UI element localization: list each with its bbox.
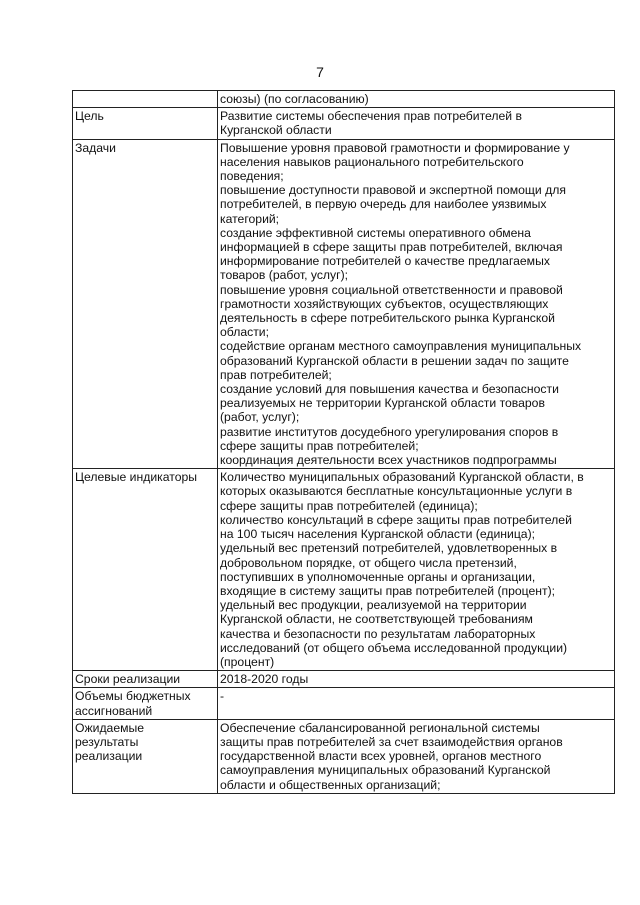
row-label-line: результаты [75, 734, 139, 749]
row-value-cell [218, 91, 615, 108]
row-value-line: самоуправления муниципальных образований Курганской [220, 763, 551, 778]
row-value-line: качества и безопасности по результатам лабораторных [220, 626, 536, 641]
row-value-line: области; [220, 325, 269, 340]
row-value-line: 2018-2020 годы [220, 672, 309, 687]
row-label-line: Ожидаемые [75, 720, 145, 735]
row-label-cell [73, 671, 218, 688]
row-value-line: сфере защиты прав потребителей; [220, 438, 419, 453]
row-value-line: (работ, услуг); [220, 410, 300, 425]
row-value-line: информирование потребителей о качестве предлагаемых [220, 254, 550, 269]
row-label-cell [73, 108, 218, 139]
row-value-line: деятельность в сфере потребительского рынка Курганской [220, 311, 555, 326]
row-label-line: реализации [75, 749, 143, 764]
row-value-line: создание эффективной системы оперативного обмена [220, 225, 531, 240]
table-row [73, 108, 615, 139]
row-value-line: информацией в сфере защиты прав потребителей, включая [220, 240, 563, 255]
row-value-line: на 100 тысяч населения Курганской области (единица); [220, 527, 536, 542]
row-value-line: сфере защиты прав потребителей (единица); [220, 498, 478, 513]
row-value-line: повышение доступности правовой и экспертной помощи для [220, 183, 566, 198]
row-label-cell [73, 469, 218, 671]
row-label-line: Задачи [75, 140, 116, 155]
row-value-line: реализуемых не территории Курганской области товаров [220, 396, 545, 411]
row-value-line: координация деятельности всех участников подпрограммы [220, 453, 557, 468]
row-value-line: поступивших в уполномоченные органы и организации, [220, 569, 536, 584]
table-row [73, 671, 615, 688]
row-value-cell [218, 671, 615, 688]
row-value-line: (процент) [220, 654, 275, 669]
row-label-line: Сроки реализации [75, 672, 181, 687]
row-value-line: поведения; [220, 169, 284, 184]
row-label-cell [73, 688, 218, 719]
row-label-cell [73, 139, 218, 469]
table-body [73, 91, 615, 794]
row-value-line: входящие в систему защиты прав потребителей (процент); [220, 583, 556, 598]
row-value-line: Обеспечение сбалансированной региональной системы [220, 720, 540, 735]
row-value-line: удельный вес продукции, реализуемой на территории [220, 598, 527, 613]
row-value-line: прав потребителей; [220, 367, 332, 382]
row-label-cell [73, 91, 218, 108]
row-value-line: государственной власти всех уровней, органов местного [220, 749, 542, 764]
row-value-line: потребителей, в первую очередь для наиболее уязвимых [220, 197, 547, 212]
row-value-line: категорий; [220, 211, 280, 226]
table-row [73, 469, 615, 671]
row-value-line: Количество муниципальных образований Курганской области, в [220, 470, 584, 485]
row-value-line: Курганской области [220, 123, 332, 138]
row-value-line: количество консультаций в сфере защиты прав потребителей [220, 512, 572, 527]
row-label-line: Цель [75, 109, 104, 124]
subprogram-passport-table [72, 90, 615, 794]
row-value-line: населения навыков рационального потребительского [220, 154, 524, 169]
row-value-line: товаров (работ, услуг); [220, 268, 349, 283]
row-value-cell [218, 108, 615, 139]
row-label-line: ассигнований [75, 703, 153, 718]
page-number: 7 [316, 64, 324, 80]
row-value-line: образований Курганской области в решении задач по защите [220, 353, 569, 368]
table-row [73, 91, 615, 108]
row-label-cell [73, 719, 218, 793]
row-value-line: области и общественных организаций; [220, 777, 441, 792]
row-value-line: повышение уровня социальной ответственности и правовой [220, 282, 563, 297]
row-value-line: Повышение уровня правовой грамотности и формирование у [220, 140, 570, 155]
row-value-cell [218, 719, 615, 793]
row-value-line: Курганской области, не соответствующей требованиям [220, 612, 533, 627]
table-row [73, 688, 615, 719]
row-label-line: Целевые индикаторы [75, 470, 198, 485]
row-label-line: Объемы бюджетных [75, 689, 191, 704]
row-value-line: - [220, 689, 225, 704]
row-value-cell [218, 139, 615, 469]
row-value-line: создание условий для повышения качества и безопасности [220, 382, 559, 397]
row-value-line: добровольном порядке, от общего числа претензий, [220, 555, 517, 570]
row-value-line: которых оказываются бесплатные консультационные услуги в [220, 484, 573, 499]
row-value-cell [218, 688, 615, 719]
row-value-line: содействие органам местного самоуправления муниципальных [220, 339, 582, 354]
row-value-line: грамотности хозяйствующих субъектов, осуществляющих [220, 296, 549, 311]
row-value-line: исследований (от общего объема исследованной продукции) [220, 640, 568, 655]
row-value-line: Развитие системы обеспечения прав потребителей в [220, 109, 522, 124]
row-value-line: удельный вес претензий потребителей, удовлетворенных в [220, 541, 558, 556]
table-row [73, 139, 615, 469]
row-value-line: союзы) (по согласованию) [220, 92, 369, 106]
table-row [73, 719, 615, 793]
row-value-line: защиты прав потребителей за счет взаимодействия органов [220, 734, 563, 749]
row-value-cell [218, 469, 615, 671]
row-value-line: развитие институтов досудебного урегулирования споров в [220, 424, 559, 439]
